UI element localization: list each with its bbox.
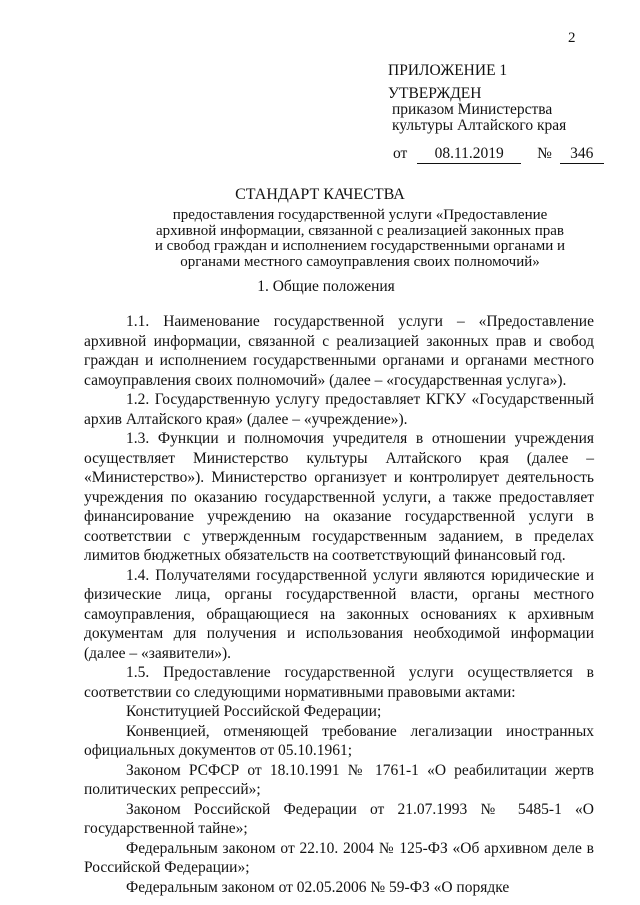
document-subtitle (140, 208, 580, 270)
legal-act-item: Федеральным законом от 02.05.2006 № 59-ФЗ «О порядке (126, 878, 510, 896)
legal-act-item: Федеральным законом от 22.10. 2004 № 125-ФЗ «Об архивном деле в Российской Федерации»; (84, 839, 594, 876)
order-from-label: от (393, 145, 408, 162)
subtitle-line: органами местного самоуправления своих полномочий» (180, 253, 540, 270)
subtitle-line: предоставления государственной услуги «Предоставление (172, 207, 548, 223)
section-heading: 1. Общие положения (257, 278, 395, 295)
legal-act-item: Законом Российской Федерации от 21.07.1993 № 5485-1 «О государственной тайне»; (84, 800, 594, 837)
approved-heading: УТВЕРЖДЕН (388, 85, 482, 102)
paragraph-1-5: 1.5. Предоставление государственной услуги осуществляется в соответствии со следующими нормативными правовыми актами: (84, 664, 594, 701)
legal-act-item: Конвенцией, отменяющей требование легализации иностранных официальных документов от 05.10.1961; (84, 722, 594, 759)
appendix-label: ПРИЛОЖЕНИЕ 1 (388, 62, 508, 79)
paragraph-1-1: 1.1. Наименование государственной услуги – «Предоставление архивной информации, связанной с реализацией законных прав и свобод граждан и исполнением государственными органами и органами местного самоуправления своих полномочий» (далее – «государственная услуга»). (84, 313, 594, 389)
paragraph-1-2: 1.2. Государственную услугу предоставляет КГКУ «Государственный архив Алтайского края» (далее – «учреждение»). (84, 391, 594, 428)
subtitle-line: архивной информации, связанной с реализацией законных прав (156, 222, 564, 239)
paragraph-1-3: 1.3. Функции и полномочия учредителя в отношении учреждения осуществляет Министерство культуры Алтайского края (далее – «Министерство»). Министерство организует и контролирует деятельность учреждения по оказанию государственной услуги, а также предоставляет финансирование учреждению на оказание государственной услуги в соответствии с утвержденным государственным заданием, в пределах лимитов бюджетных обязательств на соответствующий финансовый год. (84, 430, 594, 564)
document-title: СТАНДАРТ КАЧЕСТВА (235, 186, 405, 203)
approval-block (388, 86, 566, 134)
document-body (84, 312, 594, 897)
approved-line: культуры Алтайского края (392, 117, 567, 134)
approved-line: приказом Министерства (392, 101, 553, 118)
order-number: 346 (560, 145, 604, 164)
order-number-label: № (537, 145, 552, 162)
order-reference (393, 145, 604, 164)
paragraph-1-4: 1.4. Получателями государственной услуги являются юридические и физические лица, органы государственной власти, органы местного самоуправления, обращающиеся на законных основаниях к архивным документам для получения и использования необходимой информации (далее – «заявители»). (84, 566, 594, 662)
order-date: 08.11.2019 (417, 145, 521, 164)
page-number: 2 (568, 30, 576, 46)
legal-act-item: Законом РСФСР от 18.10.1991 № 1761-1 «О реабилитации жертв политических репрессий»; (84, 761, 594, 798)
subtitle-line: и свобод граждан и исполнением государственными органами и (154, 238, 566, 254)
legal-act-item: Конституцией Российской Федерации; (126, 703, 382, 720)
